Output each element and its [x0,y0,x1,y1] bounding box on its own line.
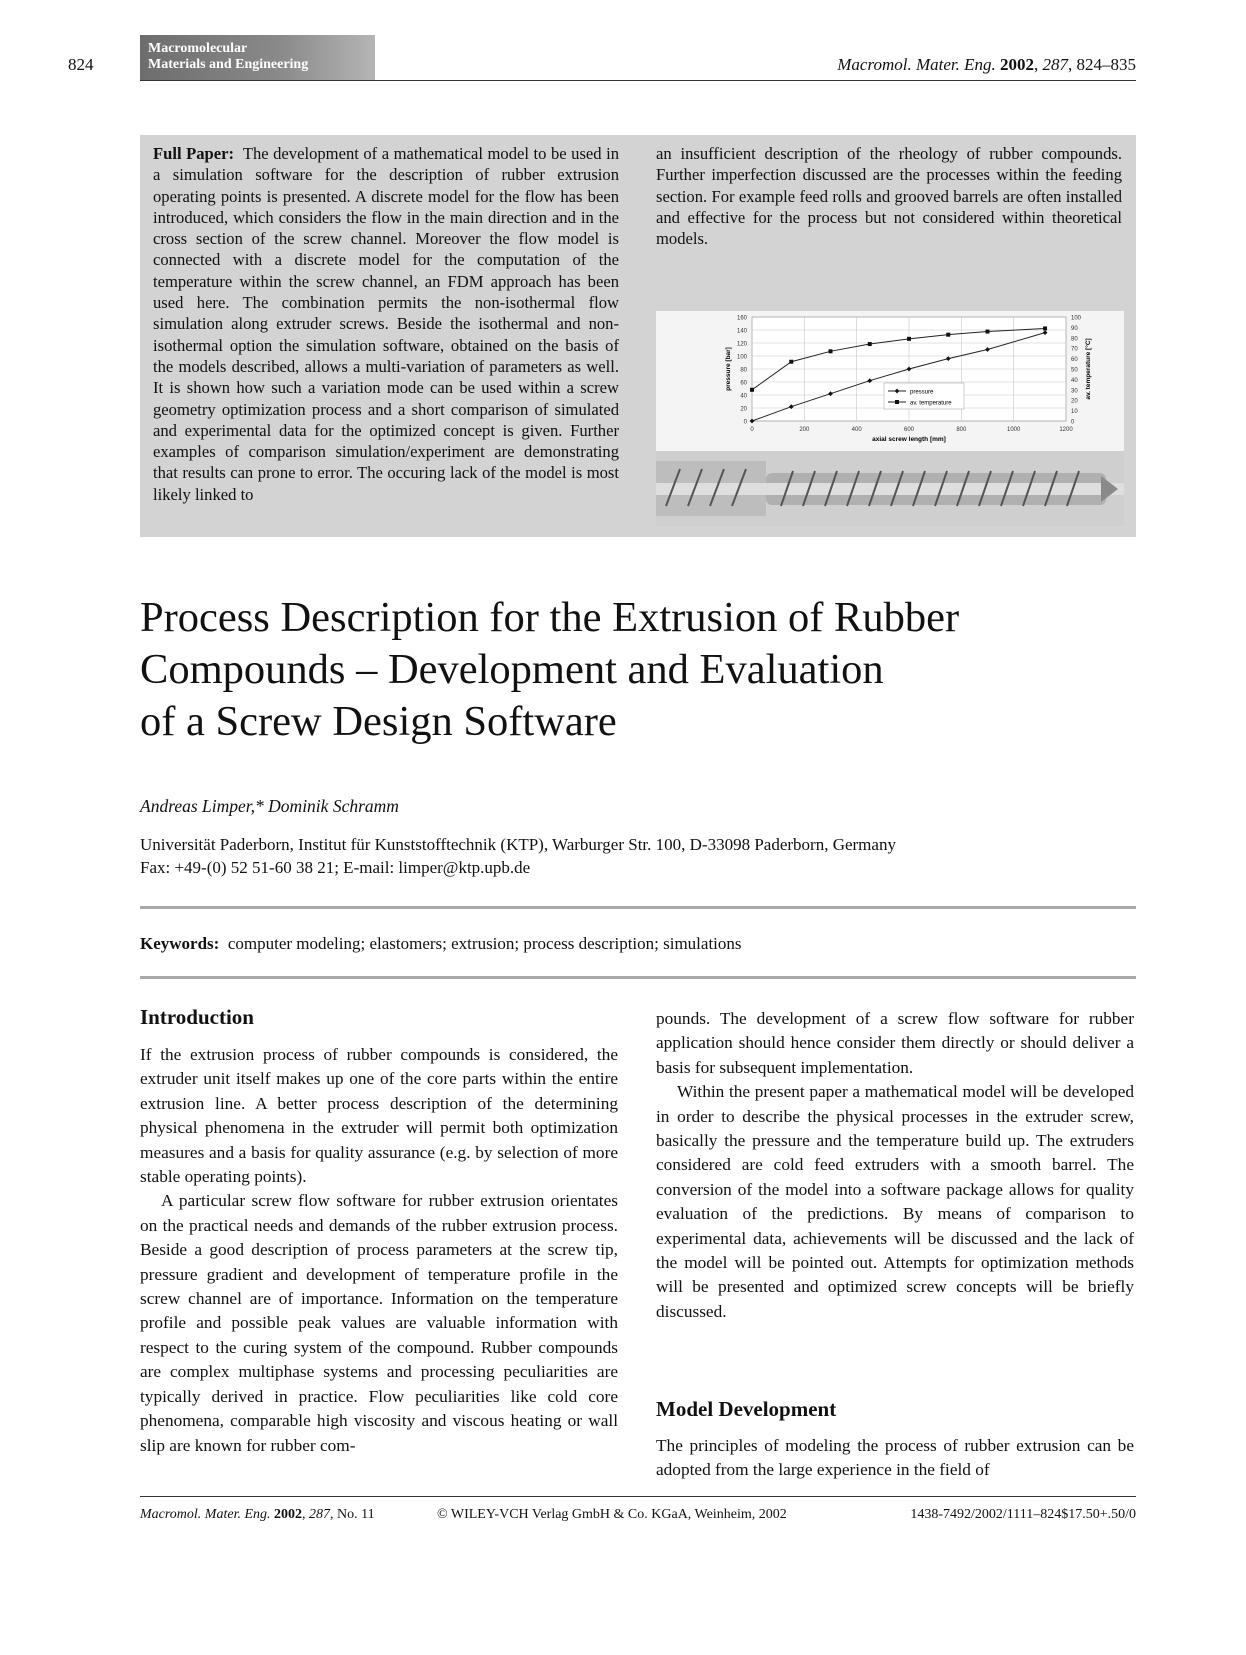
y-left-tick-label: 20 [740,406,747,413]
pressure-temperature-chart [656,311,1124,526]
footer-volume: 287 [309,1507,331,1522]
x-tick-label: 1200 [1059,427,1073,433]
y-right-tick-label: 80 [1071,336,1078,343]
x-tick-label: 0 [750,427,754,433]
x-tick-label: 800 [956,427,967,433]
keywords-label: Keywords: [140,934,220,953]
intro-paragraph-4: Within the present paper a mathematical model will be developed in order to describe the physical processes in the extruder screw, basically the pressure and the temperature build up. The extruders considered are cold feed extruders with a smooth barrel. The conversion of the model into a software package allows for quality evaluation of the predictions. By means of comparison to experimental data, achievements will be discussed and the lack of the model will be pointed out. Attempts for optimization methods will be presented and optimized screw concepts will be briefly discussed. [656,1082,1134,1321]
y-right-tick-label: 30 [1071,388,1078,395]
citation-journal: Macromol. Mater. Eng. [837,55,996,74]
y-left-axis-label: pressure [bar] [725,347,732,391]
temperature-point [829,349,833,353]
y-right-tick-label: 40 [1071,377,1078,384]
footer-year: 2002 [274,1507,303,1522]
affiliation-contact: Fax: +49-(0) 52 51-60 38 21; E-mail: limper@ktp.upb.de [140,858,531,877]
citation-volume: 287 [1042,55,1068,74]
right-column-body [656,1007,1134,1324]
abstract-figure [656,311,1124,526]
temperature-point [1043,326,1047,330]
citation-year: 2002 [1000,55,1034,74]
x-axis-label: axial screw length [mm] [872,436,946,443]
temperature-point [789,360,793,364]
affiliation-address: Universität Paderborn, Institut für Kunststofftechnik (KTP), Warburger Str. 100, D-33098 Paderborn, Germany [140,835,896,854]
article-title [140,592,1120,748]
screw-shaft [656,483,1124,495]
y-left-tick-label: 80 [740,367,747,374]
legend-label: av. temperature [910,400,952,407]
y-right-tick-label: 20 [1071,398,1078,405]
logo-line-1: Macromolecular [148,41,248,56]
y-right-tick-label: 50 [1071,367,1078,374]
abstract-left-column [153,143,619,505]
x-tick-label: 1000 [1006,427,1021,433]
x-tick-label: 200 [799,427,810,433]
title-line-1: Process Description for the Extrusion of Rubber [140,594,960,641]
legend-label: pressure [910,389,934,396]
footer-issue: No. 11 [337,1507,375,1522]
journal-logo [140,35,375,80]
y-right-tick-label: 70 [1071,346,1078,353]
footer-citation: Macromol. Mater. Eng. 2002, 287, No. 11 [140,1507,375,1522]
footer-code: 1438-7492/2002/1111–824$17.50+.50/0 [910,1507,1136,1522]
logo-line-2: Materials and Engineering [148,57,309,72]
y-right-tick-label: 100 [1071,315,1082,322]
model-paragraph-1: The principles of modeling the process of rubber extrusion can be adopted from the large experience in the field of [656,1436,1134,1480]
abstract-label: Full Paper: [153,144,235,163]
y-right-tick-label: 60 [1071,357,1078,364]
footer-publisher: © WILEY-VCH Verlag GmbH & Co. KGaA, Weinheim, 2002 [437,1507,787,1522]
abstract-right-column: an insufficient description of the rheology of rubber compounds. Further imperfection discussed are the processes within the feeding section. For example feed rolls and grooved barrels are often installed and effective for the process but not considered within theoretical models. [656,144,1122,249]
affiliation [140,833,896,879]
introduction-heading: Introduction [140,1005,254,1029]
model-development-heading: Model Development [656,1397,837,1421]
header-rule [140,80,1136,81]
y-left-tick-label: 40 [740,393,747,400]
temperature-point [868,342,872,346]
legend-marker [895,400,899,404]
temperature-point [750,388,754,392]
temperature-point [946,333,950,337]
y-left-tick-label: 0 [743,419,747,426]
y-right-tick-label: 10 [1071,409,1078,416]
header-citation: Macromol. Mater. Eng. 2002, 287, 824–835 [837,55,1136,74]
y-left-tick-label: 100 [736,354,747,361]
footer-journal: Macromol. Mater. Eng. [140,1507,271,1522]
model-development-body [656,1434,1134,1483]
keywords-rule-bottom [140,976,1136,979]
citation-pages: 824–835 [1076,55,1136,74]
footer-rule [140,1496,1136,1497]
title-line-3: of a Screw Design Software [140,698,617,745]
x-tick-label: 600 [903,427,915,433]
title-line-2: Compounds – Development and Evaluation [140,646,884,693]
x-tick-label: 400 [851,427,862,433]
y-left-tick-label: 140 [736,328,747,335]
y-left-tick-label: 60 [740,380,747,387]
abstract-text-left: The development of a mathematical model to be used in a simulation software for the description of rubber extrusion operating points is presented. A discrete model for the flow has been introduced, which considers the flow in the main direction and in the cross section of the screw channel. Moreover the flow model is connected with a discrete model for the computation of the temperature within the screw channel, an FDM approach has been used here. The combination permits the non-isothermal flow simulation along extruder screws. Beside the isothermal and non-isothermal option the simulation software, obtained on the basis of the models described, allows a multi-variation of parameters as well. It is shown how such a variation mode can be used within a screw geometry optimization process and a short comparison of simulated and experimental data for the optimized concept is given. Further examples of comparison simulation/experiment are demonstrating that results can prone to error. The occuring lack of the model is most likely linked to [153,144,620,504]
temperature-point [986,330,990,334]
keywords-rule-top [140,906,1136,909]
y-right-axis-label: av. temperature [°C] [1085,338,1092,400]
page-number: 824 [68,55,94,74]
y-right-tick-label: 0 [1071,419,1075,426]
temperature-point [907,337,911,341]
intro-paragraph-2: A particular screw flow software for rubber extrusion orientates on the practical needs and demands of the rubber extrusion process. Beside a good description of process parameters at the screw tip, pressure gradient and development of temperature profile in the screw channel are of importance. Information on the temperature profile and possible peak values are valuable information with respect to the curing system of the compound. Rubber compounds are complex multiphase systems and processing peculiarities are typically derived in practice. Flow peculiarities like cold core phenomena, comparable high viscosity and viscous heating or wall slip are known for rubber com- [140,1191,618,1455]
intro-paragraph-1: If the extrusion process of rubber compounds is considered, the extruder unit itself makes up one of the core parts within the entire extrusion line. A better process description of the determining physical phenomena in the extruder will permit both optimization measures and a basis for quality assurance (e.g. by selection of more stable operating points). [140,1045,618,1187]
y-right-tick-label: 90 [1071,325,1078,332]
authors: Andreas Limper,* Dominik Schramm [140,796,399,816]
left-column-body [140,1043,618,1458]
keywords [140,934,742,954]
y-left-tick-label: 120 [736,341,747,348]
y-left-tick-label: 160 [736,315,747,322]
intro-paragraph-3: pounds. The development of a screw flow software for rubber application should hence consider them directly or should deliver a basis for subsequent implementation. [656,1009,1134,1077]
keywords-text: computer modeling; elastomers; extrusion; process description; simulations [227,934,742,953]
